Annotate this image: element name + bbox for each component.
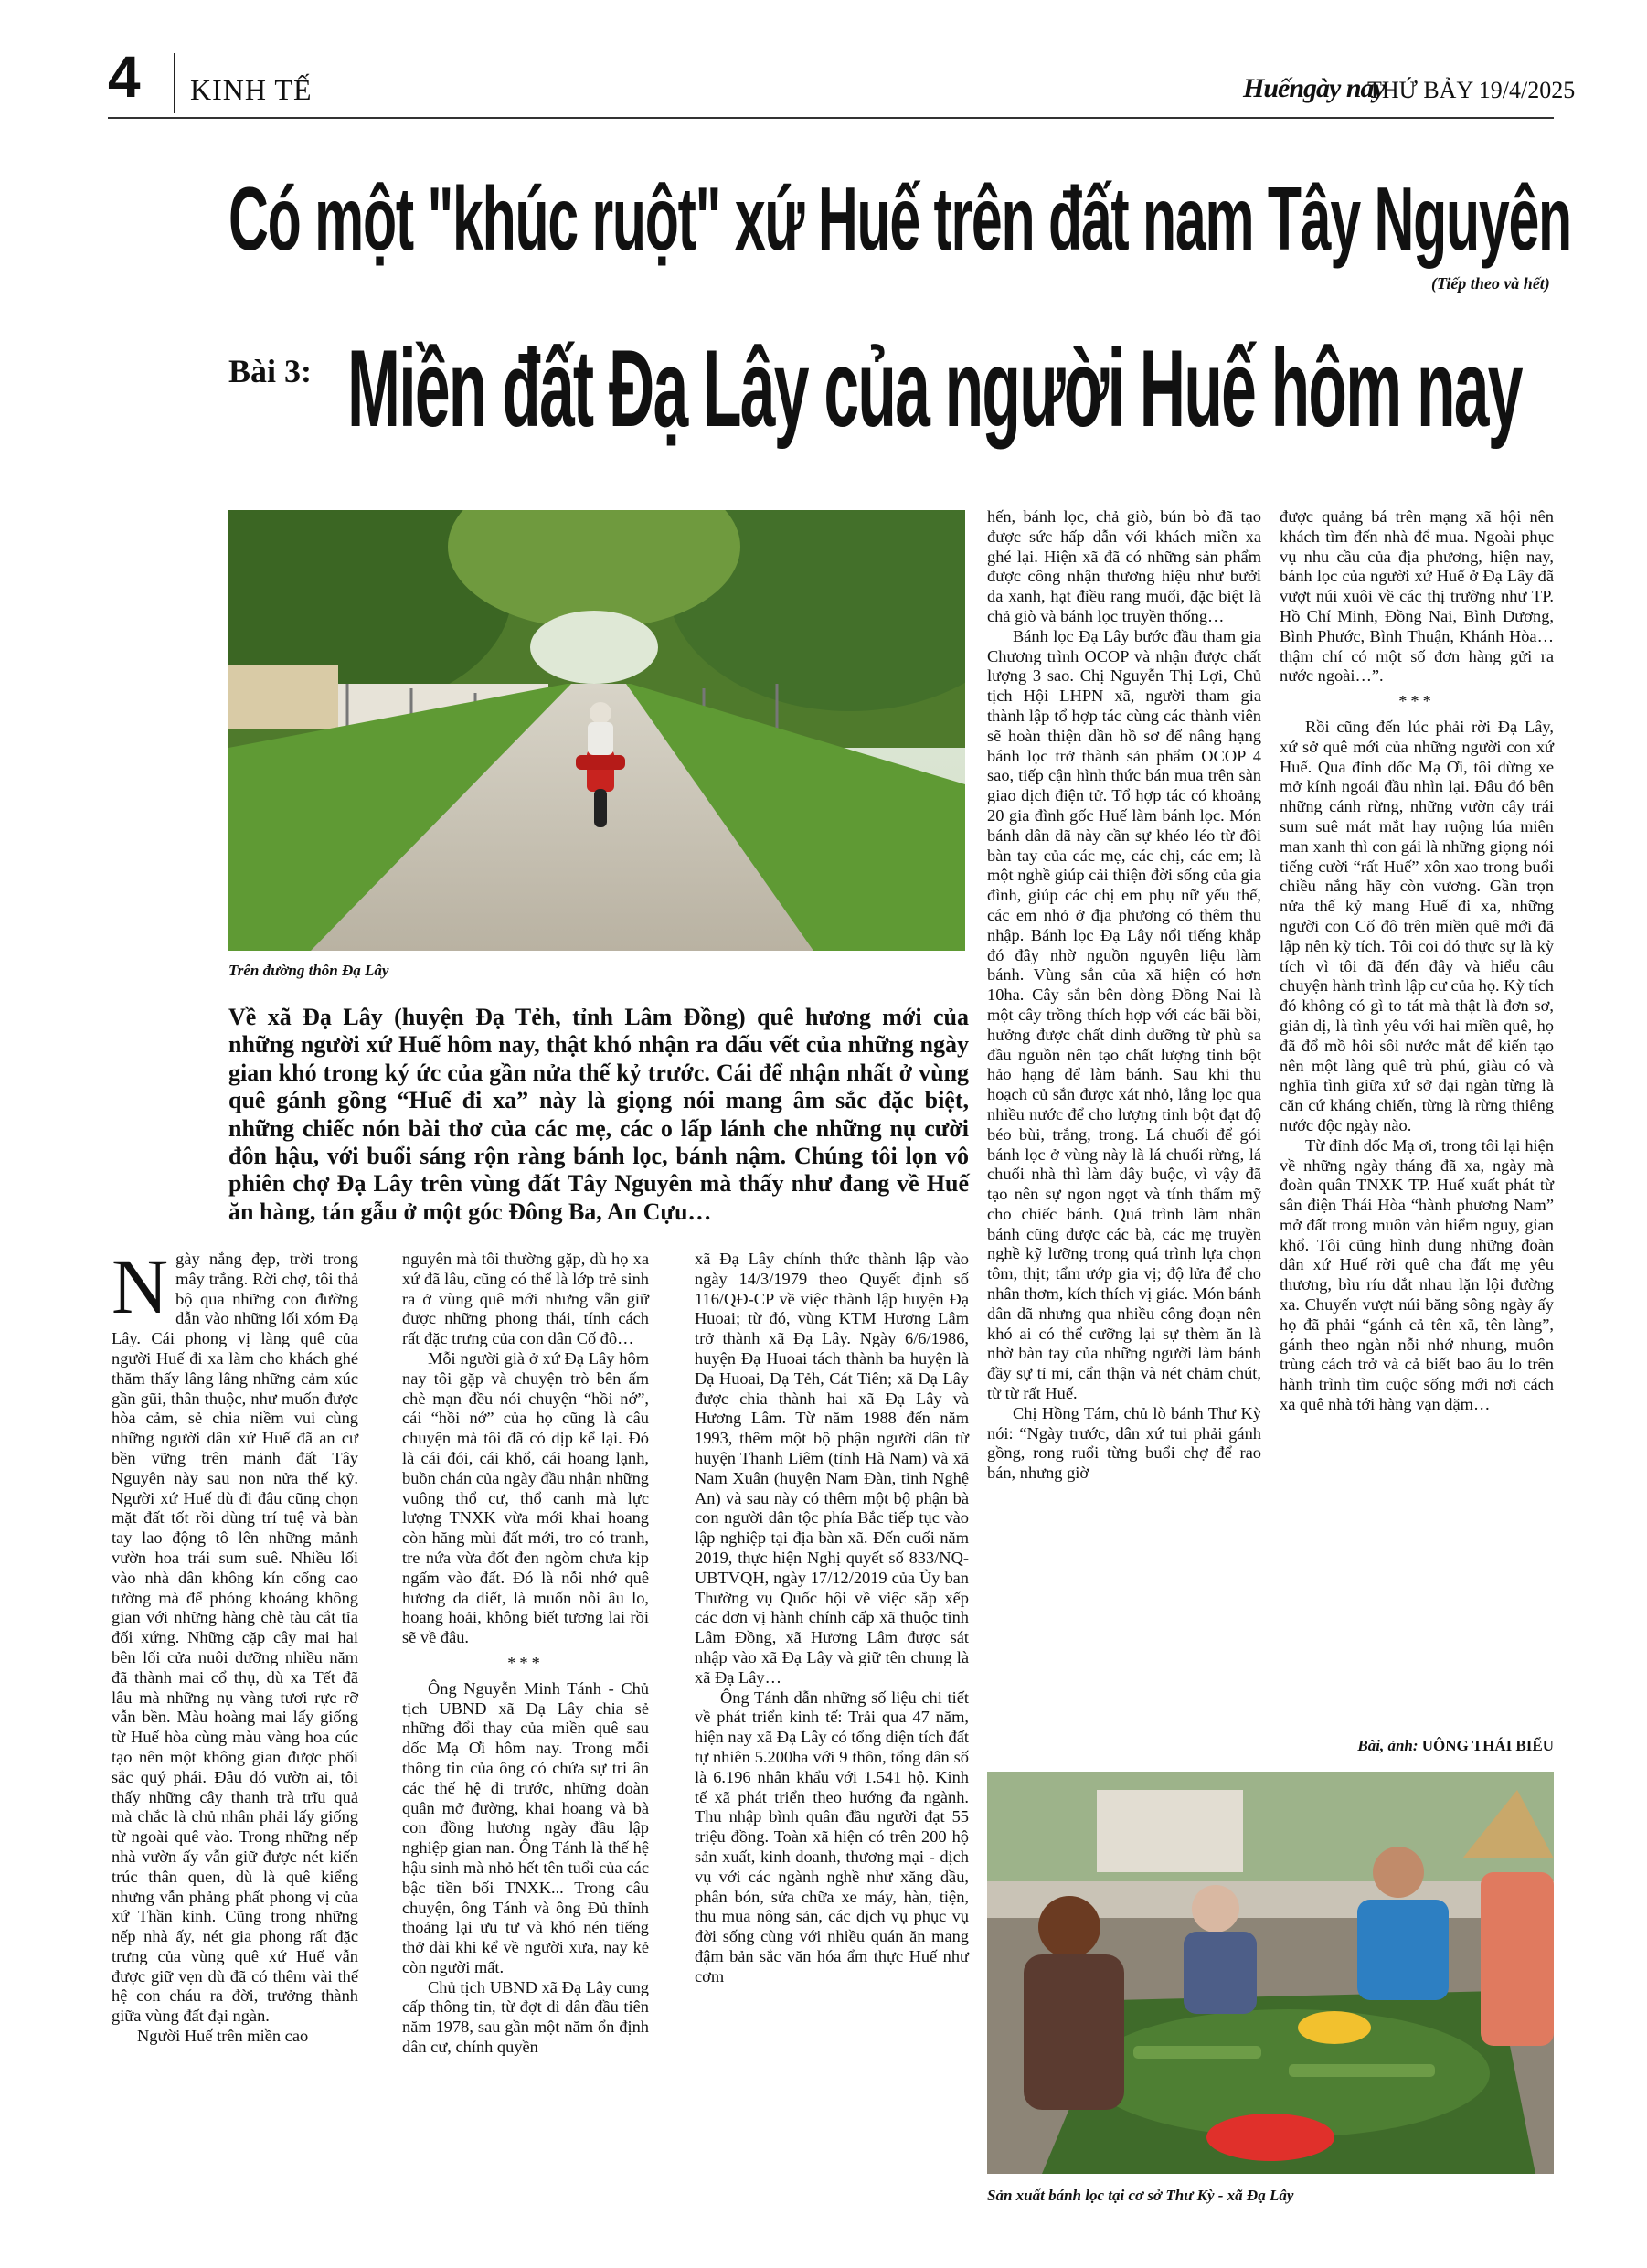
series-title: Có một "khúc ruột" xứ Huế trên đất nam Tây Nguyên [228,168,1571,269]
drop-cap: N [112,1242,169,1330]
paragraph: nguyên mà tôi thường gặp, dù họ xa xứ đã lâu, cũng có thể là lớp trẻ sinh ra ở vùng quê mới nhưng vẫn giữ được những phong thái, tính cách rất đặc trưng của con dân Cố đô… [402,1250,649,1348]
byline [1280,1737,1554,1755]
photo-caption: Sản xuất bánh lọc tại cơ sở Thư Kỳ - xã Đạ Lây [987,2187,1294,2204]
body-column-4 [987,507,1261,1484]
paragraph: Từ đỉnh dốc Mạ ơi, trong tôi lại hiện về những ngày tháng đã xa, ngày mà đoàn quân TNXK TP. Huế xuất phát từ sân điện Thái Hòa “hành phương Nam” mở đất trong muôn vàn hiểm nguy, gian khổ. Tôi cũng hình dung những đoàn dân xứ Huế rời quê cha đất mẹ yêu thương, bìu ríu dắt nhau lặn lội đường xa. Chuyến vượt núi băng sông ngày ấy họ đã phải “gánh cả tên xã, tên làng”, gánh theo ngàn nỗi nhớ nhung, muôn trùng cách trở và cả biết bao âu lo trên hành trình tìm cuộc sống mới nơi cách xa quê nhà tới hàng vạn dặm… [1280,1135,1554,1414]
newspaper-name: Huếngày nay [1243,73,1385,103]
page-number: 4 [108,44,141,110]
paragraph: Người Huế trên miền cao [137,2027,309,2046]
village-road-photo [228,510,965,951]
paragraph: gày nắng đẹp, trời trong mây trắng. Rời chợ, tôi thả bộ qua những con đường dẫn vào những lối xóm Đạ Lây. Cái phong vị làng quê của người Huế đi xa làm cho khách ghé thăm thấy lâng lâng những cảm xúc gần gũi, thân thuộc, như muốn được hòa cảm, sẻ chia niềm vui cùng những người dân xứ Huế đã an cư bền vững trên mảnh đất Tây Nguyên này sau non nửa thế kỷ. Người xứ Huế dù đi đâu cũng chọn mặt đất tốt rồi dùng trí tuệ và bàn tay lao động tô lên những mảnh vườn hoa trái sum suê. Nhiều lối vào nhà dân không kín cổng cao tường mà để phóng khoáng không gian với những hàng chè tàu cắt tỉa đối xứng. Những cặp cây mai hai bên lối cửa nuôi dưỡng nhiều năm đã thành mai cổ thụ, dù xa Tết đã lâu mà những nụ vàng tươi rực rỡ vẫn bền. Màu hoàng mai lấy giống từ Huế hòa cùng màu vàng hoa cúc tạo nên một không gian được phối sắc quý phái. Đâu đó vườn ai, tôi thấy những cây thanh trà trĩu quả mà chắc là chủ nhân phải lấy giống từ ngoài quê vào. Trong những nếp nhà vườn ấy vẫn giữ được nét kiến trúc thân quen, dù là quê kiểng nhưng vẫn phảng phất phong vị của xứ Thần kinh. Cũng trong những nếp nhà ấy, nét gia phong rất đặc trưng của vùng quê xứ Huế vẫn được giữ vẹn dù đã có thêm vài thế hệ con cháu ra đời, trưởng thành giữa vùng đất đại ngàn. [112,1250,358,2026]
article-lead: Về xã Đạ Lây (huyện Đạ Tẻh, tỉnh Lâm Đồng) quê hương mới của những người xứ Huế hôm nay, thật khó nhận ra dấu vết của những ngày gian khó trong ký ức của gần nửa thế kỷ trước. Cái để nhận nhất ở vùng quê gánh gồng “Huế đi xa” này là giọng nói mang âm sắc đặc biệt, những chiếc nón bài thơ của các mẹ, các o lấp lánh che những nụ cười đôn hậu, với buổi sáng rộn ràng bánh lọc, bánh nậm. Chúng tôi lọn vô phiên chợ Đạ Lây trên vùng đất Tây Nguyên mà thấy như đang về Huế ăn hàng, tán gẫu ở một góc Đông Ba, An Cựu… [228,1004,969,1225]
section-break: *** [1398,692,1435,711]
body-column-1 [112,1242,358,2047]
banh-loc-production-photo [987,1772,1554,2174]
paragraph: Ông Nguyễn Minh Tánh - Chủ tịch UBND xã Đạ Lây chia sẻ những đổi thay của miền quê sau dốc Mạ Ơi hôm nay. Trong mỗi thông tin của ông có chứa sự tri ân các thế hệ đi trước, những đoàn quân mở đường, khai hoang và bà con đồng hương ngày đầu lập nghiệp gian nan. Ông Tánh là thế hệ hậu sinh mà nhỏ hết tên tuổi của các bậc tiền bối TNXK... Trong câu chuyện, ông Tánh và ông Đủ thỉnh thoảng lại ưu tư và khó nén tiếng thở dài khi kể về người xưa, nay kẻ còn người mất. [402,1678,649,1976]
paragraph: xã Đạ Lây chính thức thành lập vào ngày 14/3/1979 theo Quyết định số 116/QĐ-CP về việc thành lập huyện Đạ Huoai; từ đó, vùng KTM Hương Lâm trở thành xã Đạ Lây. Ngày 6/6/1986, huyện Đạ Huoai tách thành ba huyện là Đạ Huoai, Đạ Tẻh, Cát Tiên; xã Đạ Lây được chia thành hai xã Đạ Lây và Hương Lâm. Từ năm 1988 đến năm 1993, thêm một bộ phận người dân từ huyện Thanh Liêm (tỉnh Hà Nam) và xã Nam Xuân (huyện Nam Đàn, tỉnh Nghệ An) và sau này có thêm một bộ phận bà con người dân tộc phía Bắc tiếp tục vào lập nghiệp tại địa bàn xã. Đến cuối năm 2019, thực hiện Nghị quyết số 833/NQ-UBTVQH, ngày 17/12/2019 của Ủy ban Thường vụ Quốc hội về việc sắp xếp các đơn vị hành chính cấp xã thuộc tỉnh Lâm Đồng, xã Hương Lâm được sát nhập vào xã Đạ Lây và giữ tên chung là xã Đạ Lây… [695,1250,969,1687]
section-label: KINH TẾ [190,73,313,106]
paragraph: Chị Hồng Tám, chủ lò bánh Thư Kỳ nói: “Ngày trước, dân xứ tui phải gánh gồng, rong ruổi từng buổi chợ để rao bán, nhưng giờ [987,1403,1261,1483]
byline-author: UÔNG THÁI BIỂU [1421,1737,1554,1754]
section-break: *** [507,1653,544,1672]
body-column-3 [695,1250,969,1986]
byline-label: Bài, ảnh: [1357,1737,1419,1754]
issue-date: THỨ BẢY 19/4/2025 [1367,77,1576,103]
header-rule [108,117,1554,119]
article-title: Miền đất Đạ Lây của người Huế hôm nay [347,327,1522,450]
body-column-2 [402,1250,649,2058]
paragraph: Mỗi người già ở xứ Đạ Lây hôm nay tôi gặp và chuyện trò bên ấm chè mạn đều nói chuyện “hồi nớ”, cái “hồi nớ” của họ cũng là câu chuyện mà tôi đã có dịp kể lại. Đó là cái đói, cái khổ, cái hoang lạnh, buồn chán của ngày đầu nhận những vuông thổ cư, thổ canh mà lực lượng TNXK vừa mới khai hoang còn hăng mùi đất mới, tro có tranh, tre nứa vừa đốt đen ngòm chưa kịp ngấm vào đất. Đó là nỗi nhớ quê hương da diết, là muốn nỗi âu lo, hoang hoải, không biết tương lai rồi sẽ về đâu. [402,1348,649,1647]
header-separator [174,53,175,113]
paragraph: được quảng bá trên mạng xã hội nên khách tìm đến nhà để mua. Ngoài phục vụ nhu cầu của địa phương, hiện nay, bánh lọc của người xứ Huế ở Đạ Lây đã vượt núi xuôi về các thị trường như TP. Hồ Chí Minh, Đồng Nai, Bình Dương, Bình Phước, Bình Thuận, Khánh Hòa… thậm chí có một số đơn hàng gửi ra nước ngoài…”. [1280,507,1554,686]
part-label: Bài 3: [228,353,313,389]
paragraph: Rồi cũng đến lúc phải rời Đạ Lây, xứ sở quê mới của những người con xứ Huế. Qua đỉnh dốc Mạ Ơi, tôi dừng xe mở kính ngoái đầu nhìn lại. Đâu đó bên những cánh rừng, những vườn cây trái sum suê mát mắt hay ruộng lúa miên man xanh thì con gái là những giọng nói tiếng cười “rất Huế” xôn xao trong buổi chiều nắng hãy còn vương. Gần trọn nửa thế kỷ mang Huế đi xa, những người con Cố đô trên miền quê mới đã lập nên kỳ tích. Tôi coi đó thực sự là kỳ tích vì tôi đã đến đây và hiểu câu chuyện hành trình lập cư của họ. Kỳ tích đó không có gì to tát mà thật là đơn sơ, giản dị, là tình yêu với hai miền quê, họ đã đổ mồ hôi sôi nước mắt để kiến tạo nên một làng quê trù phú, giàu có và nghĩa tình giữa xứ sở đại ngàn từng là căn cứ kháng chiến, từng là rừng thiêng nước độc ngày nào. [1280,717,1554,1134]
continued-note: (Tiếp theo và hết) [1431,274,1550,293]
body-column-5 [1280,507,1554,1415]
paragraph: Ông Tánh dẫn những số liệu chi tiết về phát triển kinh tế: Trải qua 47 năm, hiện nay xã Đạ Lây có tổng diện tích đất tự nhiên 5.200ha với 9 thôn, tổng dân số là 6.196 nhân khẩu với 1.541 hộ. Kinh tế xã phát triển theo hướng đa ngành. Thu nhập bình quân đầu người đạt 55 triệu đồng. Toàn xã hiện có trên 200 hộ sản xuất, kinh doanh, thương mại - dịch vụ với các ngành nghề như xăng dầu, phân bón, sửa chữa xe máy, hàn, tiện, thu mua nông sản, các dịch vụ phục vụ đời sống cùng với nhiều quán ăn mang đậm bản sắc văn hóa ẩm thực Huế như cơm [695,1688,969,1986]
paragraph: hến, bánh lọc, chả giò, bún bò đã tạo được sức hấp dẫn với khách miền xa ghé lại. Hiện xã đã có những sản phẩm được công nhận thương hiệu như bưởi da xanh, hạt điều rang muối, đặc biệt là chả giò và bánh lọc truyền thống… [987,507,1261,625]
paragraph: Chủ tịch UBND xã Đạ Lây cung cấp thông tin, từ đợt di dân đầu tiên năm 1978, sau gần một năm ổn định dân cư, chính quyền [402,1977,649,2057]
photo-caption: Trên đường thôn Đạ Lây [228,962,389,979]
paragraph: Bánh lọc Đạ Lây bước đầu tham gia Chương trình OCOP và nhận được chất lượng 3 sao. Chị Nguyễn Thị Lợi, Chủ tịch Hội LHPN xã, người tham gia thành lập tổ hợp tác cùng các thành viên sẽ hoàn thiện dần hồ sơ để nâng hạng bánh lọc trở thành sản phẩm OCOP 4 sao, tiếp cận hình thức bán mua trên sàn giao dịch điện tử. Tổ hợp tác có khoảng 20 gia đình gốc Huế làm bánh lọc. Món bánh dân dã này cần sự khéo léo từ đôi bàn tay của các mẹ, các chị, các em; là một nghề giúp cải thiện đời sống của gia đình, giúp các chị em phụ nữ yếu thế, các em nhỏ ở địa phương có thêm thu nhập. Bánh lọc Đạ Lây nổi tiếng khắp đó đây nhờ nguồn nguyên liệu làm bánh. Vùng sắn của xã hiện có hơn 10ha. Cây sắn bên dòng Đồng Nai là một cây trồng thích hợp với các bãi bồi, hưởng được chất dinh dưỡng từ phù sa đầu nguồn nên tạo chất lượng tinh bột hảo hạng để làm bánh. Sau khi thu hoạch củ sắn được xát nhỏ, lắng lọc qua nhiều nước để cho lượng tinh bột đạt độ béo bùi, trắng, trong. Lá chuối để gói bánh lọc ở vùng này là lá chuối rừng, lá chuối nhà thì làm dây buộc, vì vậy đã tạo nên sự ngon ngọt và tính thẩm mỹ cho chiếc bánh. Quá trình làm nhân bánh cũng được các bà, các mẹ truyền nghề kỹ lưỡng trong quá trình lựa chọn tôm, thịt; tẩm ướp gia vị; độ lửa để cho nhân thơm, kích thích vị giác. Món bánh dân dã nhưng qua nhiều công đoạn nên khó ai có thể cưỡng lại sự thèm ăn là nhờ bàn tay của những người làm bánh đầy sự tỉ mỉ, cẩn thận và nét chăm chút, từ từ rất Huế. [987,626,1261,1403]
